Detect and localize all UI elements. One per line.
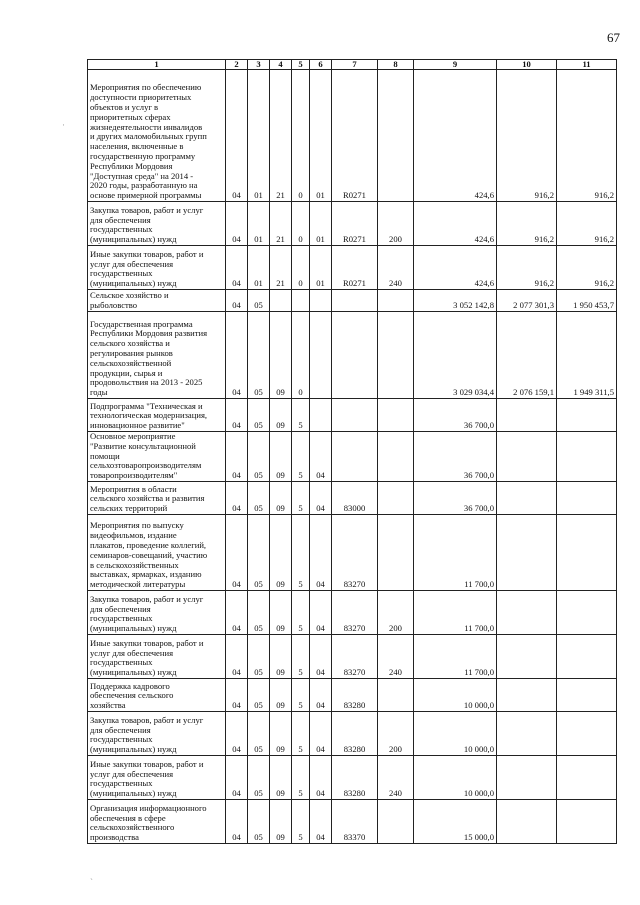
code-cell: 5 <box>292 514 310 590</box>
amount-cell: 916,2 <box>557 246 617 290</box>
column-header: 4 <box>270 60 292 70</box>
table-row <box>88 290 617 312</box>
amount-cell: 11 700,0 <box>414 634 497 678</box>
code-cell: 0 <box>292 70 310 202</box>
code-cell: 09 <box>270 799 292 843</box>
code-cell: 5 <box>292 399 310 432</box>
code-cell: 05 <box>248 711 270 755</box>
amount-cell <box>557 711 617 755</box>
row-name: Иные закупки товаров, работ и услуг для обеспечения государственных (муниципальных) нужд <box>88 634 226 678</box>
code-cell: 04 <box>310 799 332 843</box>
table-row <box>88 711 617 755</box>
code-cell: 5 <box>292 755 310 799</box>
code-cell: 01 <box>248 202 270 246</box>
code-cell: 04 <box>226 70 248 202</box>
code-cell: 04 <box>226 399 248 432</box>
row-name: Мероприятия по выпуску видеофильмов, издание плакатов, проведение коллегий, семинаров-совещаний, участию в сельскохозяйственных выставках, ярмарках, изданию методической литературы <box>88 514 226 590</box>
code-cell: 5 <box>292 799 310 843</box>
table-row <box>88 514 617 590</box>
row-name: Мероприятия в области сельского хозяйства и развития сельских территорий <box>88 481 226 514</box>
row-name: Закупка товаров, работ и услуг для обеспечения государственных (муниципальных) нужд <box>88 590 226 634</box>
code-cell: 09 <box>270 312 292 399</box>
code-cell: 200 <box>378 590 414 634</box>
code-cell: 01 <box>310 246 332 290</box>
code-cell: 04 <box>310 481 332 514</box>
amount-cell <box>557 799 617 843</box>
row-name: Государственная программа Республики Мордовия развития сельского хозяйства и регулирования рынков сельскохозяйственной продукции, сырья и продовольствия на 2013 - 2025 годы <box>88 312 226 399</box>
amount-cell: 11 700,0 <box>414 590 497 634</box>
code-cell: 05 <box>248 312 270 399</box>
code-cell: 09 <box>270 678 292 711</box>
amount-cell <box>497 399 557 432</box>
row-name: Поддержка кадрового обеспечения сельского хозяйства <box>88 678 226 711</box>
row-name: Подпрограмма "Техническая и технологическая модернизация, инновационное развитие" <box>88 399 226 432</box>
code-cell: R0271 <box>332 246 378 290</box>
table-row <box>88 799 617 843</box>
code-cell <box>310 399 332 432</box>
code-cell: 83280 <box>332 678 378 711</box>
code-cell <box>378 514 414 590</box>
code-cell: 05 <box>248 481 270 514</box>
code-cell: 05 <box>248 799 270 843</box>
code-cell: 04 <box>226 799 248 843</box>
amount-cell: 1 950 453,7 <box>557 290 617 312</box>
code-cell: 05 <box>248 634 270 678</box>
code-cell: 05 <box>248 678 270 711</box>
code-cell <box>332 290 378 312</box>
scan-speck: ˎ <box>90 870 93 880</box>
amount-cell <box>557 634 617 678</box>
code-cell: 04 <box>226 432 248 482</box>
amount-cell <box>497 432 557 482</box>
code-cell: 04 <box>226 202 248 246</box>
table-row <box>88 70 617 202</box>
code-cell: 83280 <box>332 711 378 755</box>
table-row <box>88 399 617 432</box>
row-name: Закупка товаров, работ и услуг для обеспечения государственных (муниципальных) нужд <box>88 202 226 246</box>
column-header: 1 <box>88 60 226 70</box>
code-cell: 04 <box>310 432 332 482</box>
code-cell: 04 <box>310 755 332 799</box>
code-cell: 09 <box>270 514 292 590</box>
row-name: Иные закупки товаров, работ и услуг для обеспечения государственных (муниципальных) нужд <box>88 755 226 799</box>
code-cell <box>378 678 414 711</box>
code-cell: 0 <box>292 202 310 246</box>
code-cell: 05 <box>248 432 270 482</box>
code-cell: R0271 <box>332 202 378 246</box>
code-cell: 04 <box>226 481 248 514</box>
amount-cell: 424,6 <box>414 246 497 290</box>
column-header: 10 <box>497 60 557 70</box>
amount-cell <box>557 755 617 799</box>
code-cell <box>332 432 378 482</box>
code-cell <box>310 312 332 399</box>
amount-cell: 2 076 159,1 <box>497 312 557 399</box>
code-cell <box>270 290 292 312</box>
code-cell: 5 <box>292 481 310 514</box>
code-cell: 21 <box>270 246 292 290</box>
column-header: 11 <box>557 60 617 70</box>
amount-cell: 10 000,0 <box>414 755 497 799</box>
column-header: 8 <box>378 60 414 70</box>
code-cell: 5 <box>292 711 310 755</box>
row-name: Мероприятия по обеспечению доступности приоритетных объектов и услуг в приоритетных сферах жизнедеятельности инвалидов и других маломобильных групп населения, включенные в государственную программу Республики Мордовия "Доступная среда" на 2014 - 2020 годы, разработанную на основе примерной программы <box>88 70 226 202</box>
code-cell: 01 <box>310 202 332 246</box>
amount-cell: 424,6 <box>414 70 497 202</box>
amount-cell <box>497 678 557 711</box>
code-cell: 04 <box>226 514 248 590</box>
code-cell <box>332 312 378 399</box>
table-row <box>88 755 617 799</box>
code-cell: 09 <box>270 399 292 432</box>
amount-cell <box>497 481 557 514</box>
row-name: Иные закупки товаров, работ и услуг для обеспечения государственных (муниципальных) нужд <box>88 246 226 290</box>
row-name: Организация информационного обеспечения в сфере сельскохозяйственного производства <box>88 799 226 843</box>
amount-cell <box>497 755 557 799</box>
column-header: 9 <box>414 60 497 70</box>
code-cell: 200 <box>378 202 414 246</box>
column-header: 3 <box>248 60 270 70</box>
code-cell <box>378 481 414 514</box>
row-name: Закупка товаров, работ и услуг для обеспечения государственных (муниципальных) нужд <box>88 711 226 755</box>
code-cell: 21 <box>270 70 292 202</box>
code-cell: 09 <box>270 634 292 678</box>
code-cell: 83280 <box>332 755 378 799</box>
column-header: 6 <box>310 60 332 70</box>
scan-speck: · <box>62 120 65 130</box>
amount-cell <box>497 590 557 634</box>
table-row <box>88 678 617 711</box>
code-cell: 83270 <box>332 590 378 634</box>
code-cell: 04 <box>310 711 332 755</box>
code-cell: 04 <box>310 590 332 634</box>
code-cell: R0271 <box>332 70 378 202</box>
amount-cell: 36 700,0 <box>414 481 497 514</box>
code-cell: 83000 <box>332 481 378 514</box>
code-cell: 5 <box>292 678 310 711</box>
code-cell <box>378 70 414 202</box>
code-cell: 04 <box>310 634 332 678</box>
code-cell <box>378 399 414 432</box>
code-cell: 09 <box>270 755 292 799</box>
code-cell <box>310 290 332 312</box>
code-cell: 04 <box>226 711 248 755</box>
column-header: 5 <box>292 60 310 70</box>
amount-cell: 1 949 311,5 <box>557 312 617 399</box>
table-row <box>88 481 617 514</box>
amount-cell: 10 000,0 <box>414 711 497 755</box>
amount-cell: 916,2 <box>497 70 557 202</box>
code-cell: 01 <box>248 70 270 202</box>
amount-cell <box>557 399 617 432</box>
code-cell: 83270 <box>332 634 378 678</box>
code-cell <box>378 432 414 482</box>
code-cell: 0 <box>292 246 310 290</box>
code-cell: 05 <box>248 590 270 634</box>
code-cell: 01 <box>310 70 332 202</box>
code-cell: 09 <box>270 481 292 514</box>
page-number: 67 <box>607 30 620 45</box>
code-cell: 05 <box>248 290 270 312</box>
column-header: 2 <box>226 60 248 70</box>
amount-cell: 2 077 301,3 <box>497 290 557 312</box>
amount-cell <box>557 481 617 514</box>
code-cell: 09 <box>270 711 292 755</box>
amount-cell: 15 000,0 <box>414 799 497 843</box>
amount-cell: 916,2 <box>557 202 617 246</box>
code-cell: 200 <box>378 711 414 755</box>
amount-cell: 36 700,0 <box>414 432 497 482</box>
amount-cell: 916,2 <box>497 202 557 246</box>
budget-table <box>87 59 617 844</box>
amount-cell <box>557 514 617 590</box>
table-row <box>88 312 617 399</box>
table-row <box>88 634 617 678</box>
code-cell: 04 <box>226 678 248 711</box>
code-cell: 5 <box>292 432 310 482</box>
amount-cell: 10 000,0 <box>414 678 497 711</box>
amount-cell: 11 700,0 <box>414 514 497 590</box>
code-cell: 04 <box>226 290 248 312</box>
code-cell: 83370 <box>332 799 378 843</box>
table-body <box>88 70 617 844</box>
amount-cell: 36 700,0 <box>414 399 497 432</box>
code-cell: 21 <box>270 202 292 246</box>
code-cell: 240 <box>378 246 414 290</box>
amount-cell <box>497 799 557 843</box>
code-cell <box>378 799 414 843</box>
code-cell: 83270 <box>332 514 378 590</box>
code-cell: 04 <box>310 514 332 590</box>
code-cell: 5 <box>292 634 310 678</box>
row-name: Основное мероприятие "Развитие консультационной помощи сельхозтоваропроизводителям товаропроизводителям" <box>88 432 226 482</box>
code-cell: 04 <box>226 590 248 634</box>
code-cell <box>292 290 310 312</box>
code-cell: 240 <box>378 755 414 799</box>
table-row <box>88 432 617 482</box>
code-cell: 05 <box>248 399 270 432</box>
amount-cell <box>497 634 557 678</box>
column-header: 7 <box>332 60 378 70</box>
row-name: Сельское хозяйство и рыболовство <box>88 290 226 312</box>
amount-cell <box>497 514 557 590</box>
code-cell: 5 <box>292 590 310 634</box>
code-cell <box>332 399 378 432</box>
code-cell: 09 <box>270 590 292 634</box>
amount-cell <box>497 711 557 755</box>
amount-cell: 916,2 <box>557 70 617 202</box>
code-cell <box>378 290 414 312</box>
amount-cell <box>557 590 617 634</box>
table-row <box>88 246 617 290</box>
code-cell: 0 <box>292 312 310 399</box>
code-cell: 04 <box>226 634 248 678</box>
code-cell: 04 <box>310 678 332 711</box>
table-row <box>88 202 617 246</box>
amount-cell: 916,2 <box>497 246 557 290</box>
amount-cell: 424,6 <box>414 202 497 246</box>
amount-cell <box>557 432 617 482</box>
code-cell: 01 <box>248 246 270 290</box>
code-cell <box>378 312 414 399</box>
header-row <box>88 60 617 70</box>
table-row <box>88 590 617 634</box>
code-cell: 04 <box>226 246 248 290</box>
amount-cell <box>557 678 617 711</box>
code-cell: 04 <box>226 312 248 399</box>
code-cell: 09 <box>270 432 292 482</box>
code-cell: 04 <box>226 755 248 799</box>
code-cell: 240 <box>378 634 414 678</box>
code-cell: 05 <box>248 514 270 590</box>
amount-cell: 3 052 142,8 <box>414 290 497 312</box>
amount-cell: 3 029 034,4 <box>414 312 497 399</box>
code-cell: 05 <box>248 755 270 799</box>
